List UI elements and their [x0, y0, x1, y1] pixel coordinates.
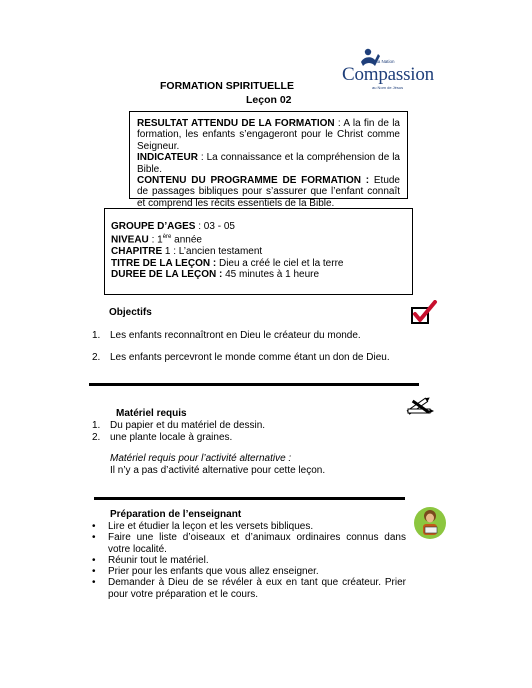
chapitre-line: [111, 246, 406, 257]
list-item: [92, 577, 406, 600]
niveau-sup: ère: [162, 234, 172, 241]
groupe-text: : 03 - 05: [195, 221, 235, 232]
list-item: [92, 555, 406, 566]
training-summary-box: [129, 111, 408, 209]
preparation-list: [92, 521, 406, 600]
alt-activity-text: Il n’y a pas d’activité alternative pour cette leçon.: [110, 465, 326, 476]
objectif-item-2: [92, 352, 390, 363]
chapitre-text: 1 : L’ancien testament: [162, 246, 263, 258]
lesson-number: Leçon 02: [246, 94, 292, 106]
item-text: Du papier et du matériel de dessin.: [110, 420, 266, 431]
duree-label: DUREE DE LA LEÇON :: [111, 268, 223, 280]
bullet: •: [92, 554, 96, 566]
list-item: [92, 532, 406, 555]
indicateur-text: : La connaissance et la compréhension de la Bible.: [137, 152, 400, 175]
logo-tagline: au Nom de Jésus: [372, 85, 404, 90]
titre-text: Dieu a créé le ciel et la terre: [216, 257, 344, 269]
preparation-heading: Préparation de l’enseignant: [110, 509, 242, 520]
objectif-item-1: [92, 330, 361, 341]
titre-line: [111, 258, 406, 269]
groupe-line: [111, 221, 406, 232]
item-number: 1.: [92, 330, 101, 341]
item-text: Réunir tout le matériel.: [108, 554, 209, 566]
item-text: une plante locale à graines.: [110, 432, 233, 443]
bullet: •: [92, 521, 96, 532]
materiel-item-2: [92, 432, 232, 443]
pencils-icon: [404, 396, 436, 420]
logo-wordmark: Compassion: [342, 64, 434, 85]
contenu-line: [137, 175, 400, 209]
titre-label: TITRE DE LA LEÇON :: [111, 257, 217, 269]
indicateur-label: INDICATEUR: [137, 152, 198, 164]
chapitre-label: CHAPITRE: [111, 246, 163, 258]
list-item: [92, 521, 406, 532]
item-text: Prier pour les enfants que vous allez enseigner.: [108, 566, 319, 578]
compassion-logo: [328, 44, 440, 100]
niveau-line: [111, 232, 406, 246]
item-text: Demander à Dieu de se révéler à eux en tant que créateur. Prier pour votre préparation et le cours.: [108, 577, 406, 600]
item-number: 2.: [92, 432, 101, 443]
niveau-after: année: [171, 234, 202, 246]
logo-small-text: Pour la Nation: [366, 59, 395, 64]
contenu-label: CONTENU DU PROGRAMME DE FORMATION :: [137, 175, 370, 187]
bullet: •: [92, 577, 96, 589]
resultat-label: RESULTAT ATTENDU DE LA FORMATION: [137, 118, 335, 129]
resultat-text: : A la fin de la formation, les enfants s’engageront pour le Christ comme Seigneur.: [137, 118, 400, 152]
checkmark-box-icon: [410, 300, 438, 326]
item-text: Les enfants percevront le monde comme étant un don de Dieu.: [110, 352, 390, 363]
objectifs-heading: Objectifs: [109, 307, 152, 318]
bullet: •: [92, 532, 96, 544]
duree-line: [111, 269, 406, 280]
alt-activity-heading: Matériel requis pour l’activité alternative :: [110, 453, 292, 464]
resultat-line: [137, 118, 400, 152]
item-text: Les enfants reconnaîtront en Dieu le créateur du monde.: [110, 330, 361, 341]
indicateur-line: [137, 152, 400, 175]
niveau-text: : 1: [148, 234, 163, 246]
section-divider: [94, 497, 405, 500]
teacher-reading-icon: [413, 505, 447, 541]
item-text: Faire une liste d’oiseaux et d’animaux ordinaires connus dans votre localité.: [108, 532, 406, 555]
duree-text: 45 minutes à 1 heure: [222, 268, 320, 280]
bullet: •: [92, 566, 96, 578]
list-item: [92, 566, 406, 577]
item-number: 2.: [92, 352, 101, 363]
document-title: FORMATION SPIRITUELLE: [160, 80, 294, 92]
materiel-item-1: [92, 420, 265, 431]
groupe-label: GROUPE D’AGES: [111, 221, 196, 232]
lesson-info-box: [104, 208, 413, 295]
contenu-text: Etude de passages bibliques pour s’assurer que l’enfant connaît et comprend les récits essentiels de la Bible.: [137, 175, 400, 209]
section-divider: [89, 383, 419, 386]
item-text: Lire et étudier la leçon et les versets bibliques.: [108, 521, 314, 532]
niveau-label: NIVEAU: [111, 234, 149, 246]
item-number: 1.: [92, 420, 101, 431]
materiel-heading: Matériel requis: [116, 408, 187, 419]
